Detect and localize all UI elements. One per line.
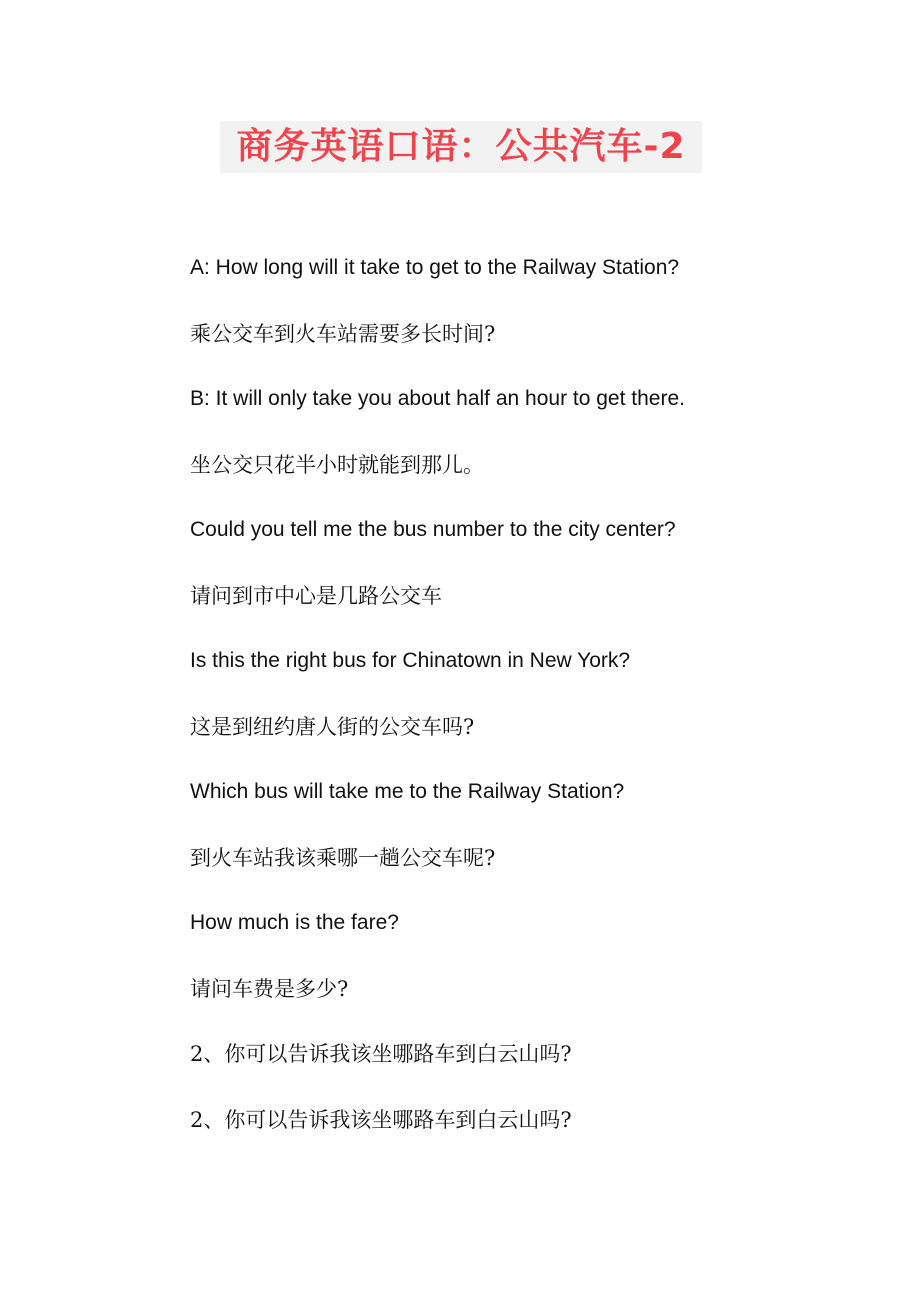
- page-title: 商务英语口语：公共汽车-2: [236, 126, 686, 167]
- phrase-line-en: Which bus will take me to the Railway Station?: [190, 780, 625, 803]
- phrase-line-en: Could you tell me the bus number to the city center?: [190, 518, 676, 541]
- dialogue-line-en: A: How long will it take to get to the Railway Station?: [190, 256, 680, 279]
- dialogue-line-en: B: It will only take you about half an hour to get there.: [190, 387, 685, 410]
- phrase-line-zh: 到火车站我该乘哪一趟公交车呢?: [190, 846, 496, 870]
- phrase-line-zh: 请问车费是多少?: [190, 977, 349, 1001]
- numbered-question-line: 2、你可以告诉我该坐哪路车到白云山吗?: [190, 1042, 572, 1066]
- dialogue-line-zh: 乘公交车到火车站需要多长时间?: [190, 322, 496, 346]
- numbered-question-line: 2、你可以告诉我该坐哪路车到白云山吗?: [190, 1108, 572, 1132]
- phrase-line-en: Is this the right bus for Chinatown in New York?: [190, 649, 631, 672]
- title-highlight: [220, 121, 702, 173]
- phrase-line-en: How much is the fare?: [190, 911, 399, 934]
- dialogue-line-zh: 坐公交只花半小时就能到那儿。: [190, 453, 484, 477]
- phrase-line-zh: 请问到市中心是几路公交车: [190, 584, 442, 608]
- phrase-line-zh: 这是到纽约唐人街的公交车吗?: [190, 715, 475, 739]
